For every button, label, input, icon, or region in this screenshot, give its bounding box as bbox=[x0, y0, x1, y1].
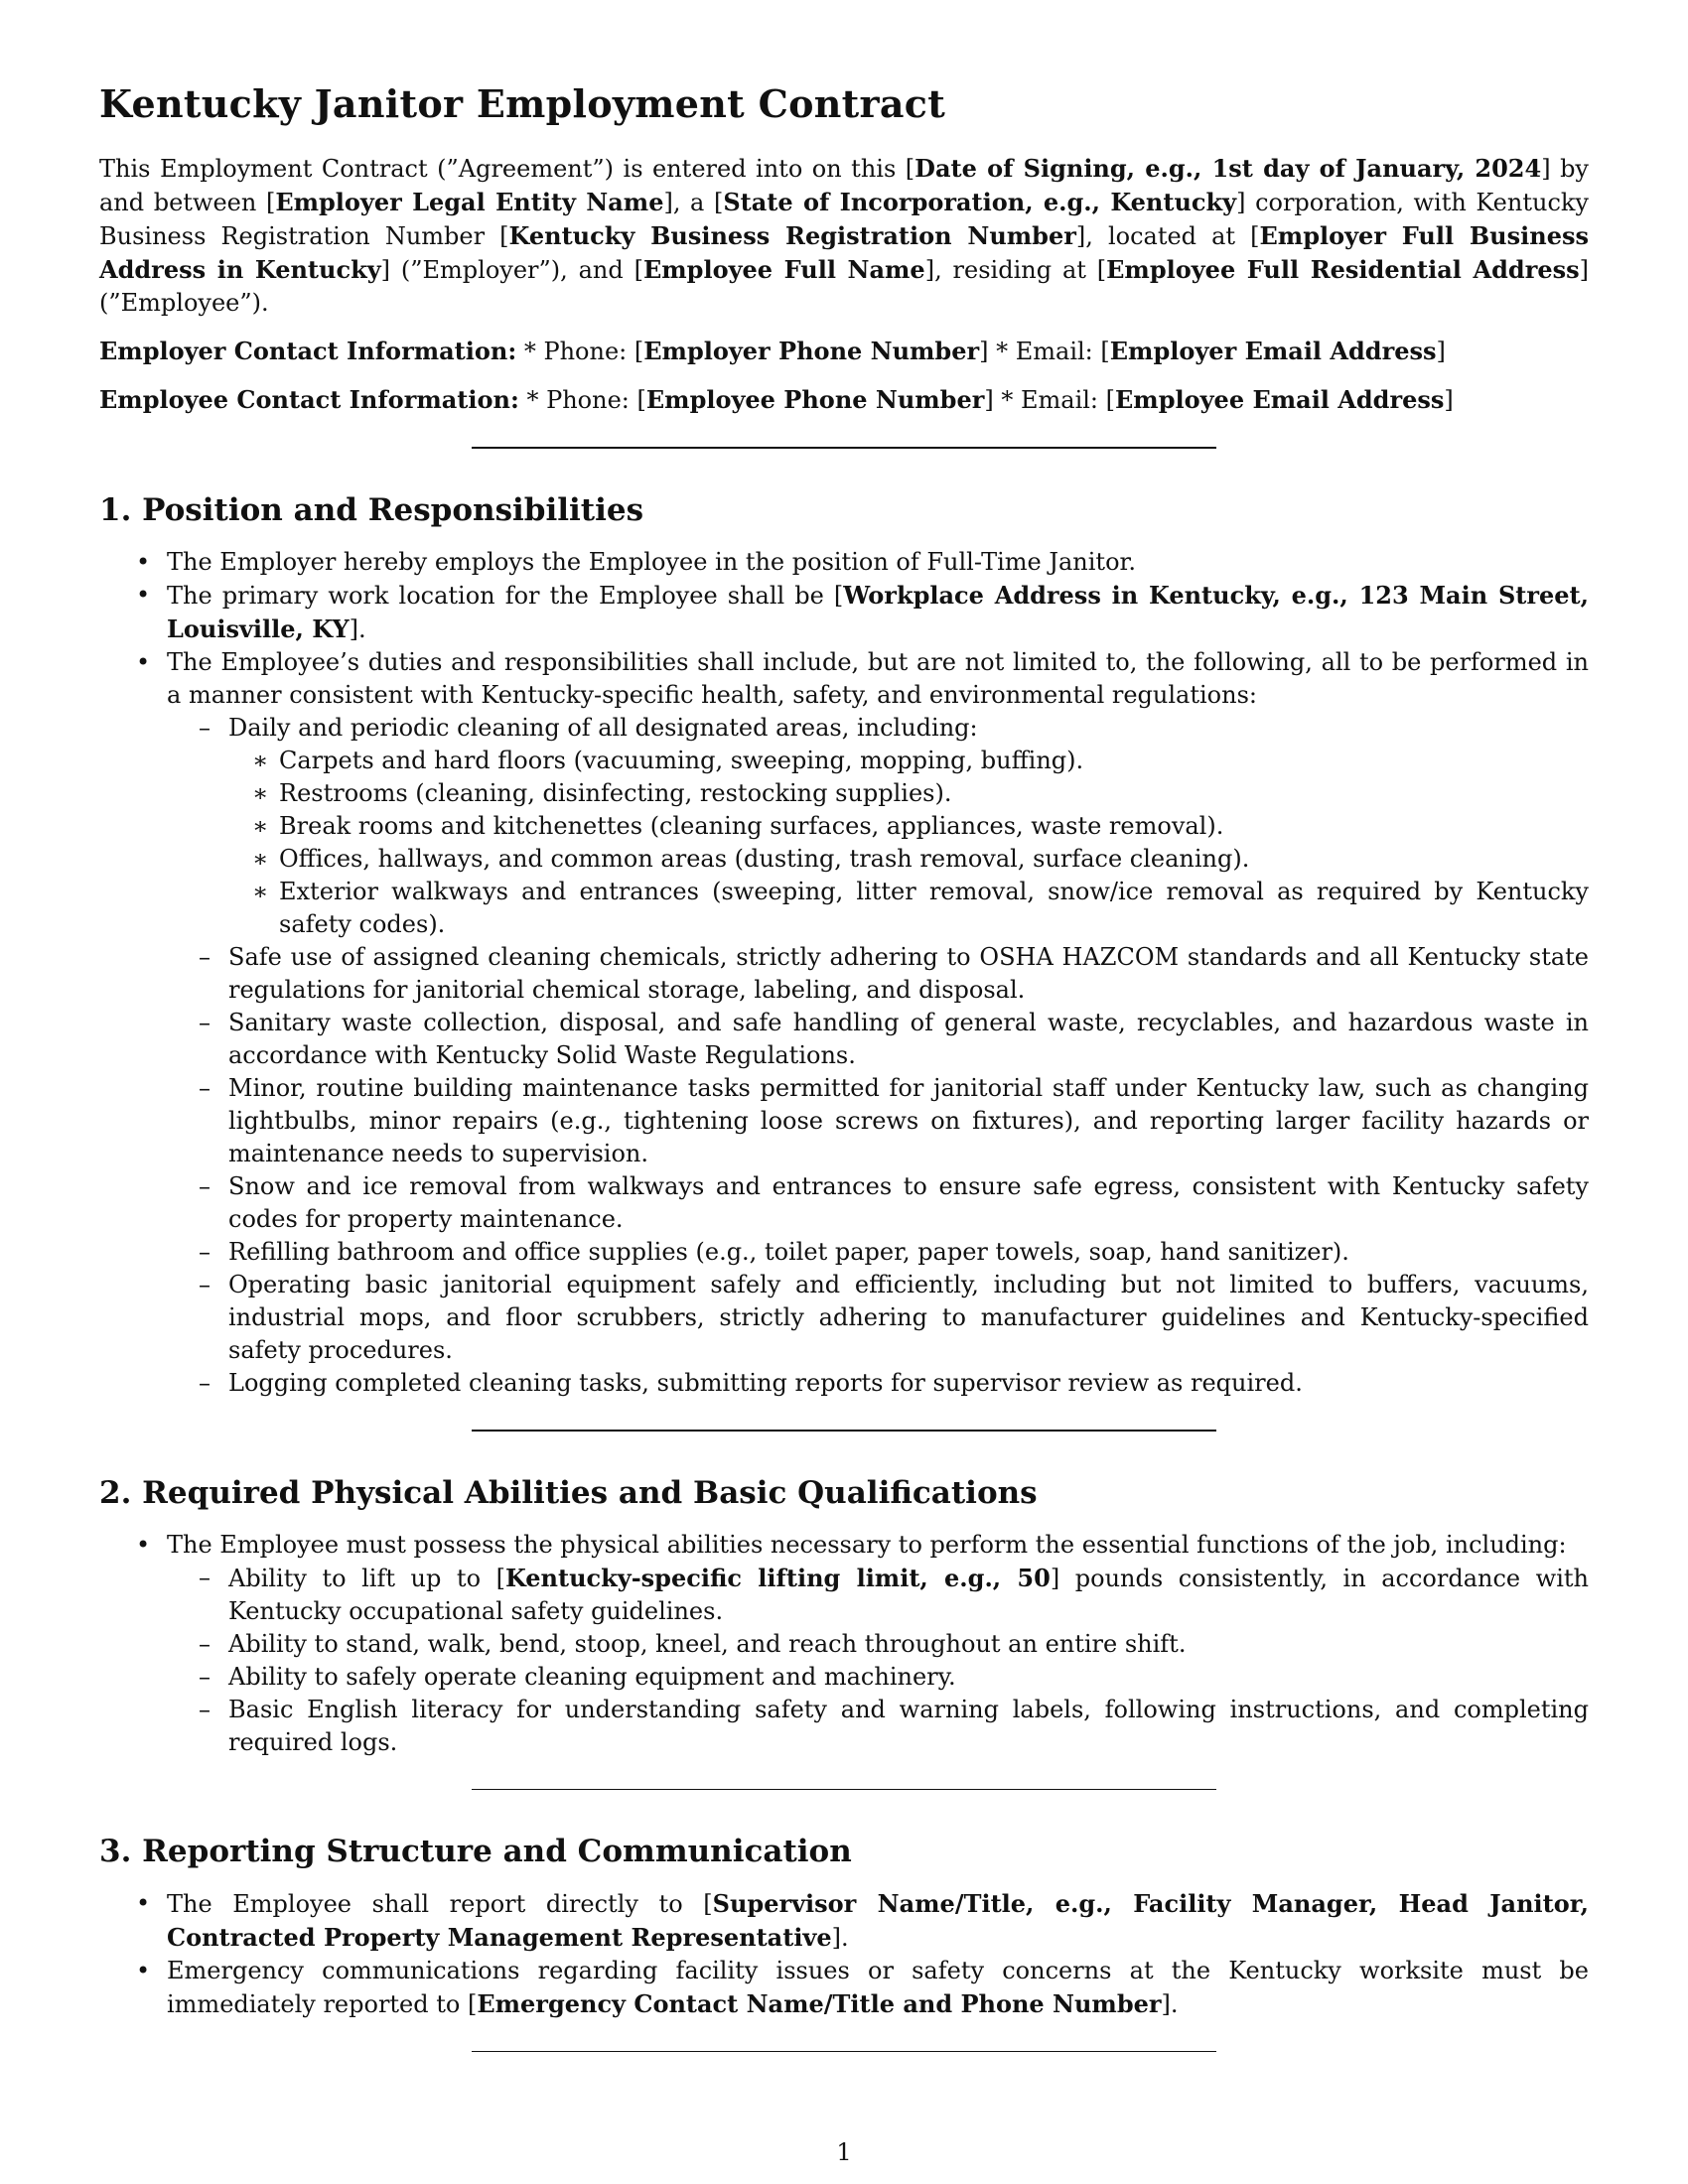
section-2-heading: 2. Required Physical Abilities and Basic Qualifications bbox=[99, 1475, 1038, 1511]
list-item: ∗ Carpets and hard floors (vacuuming, sweeping, mopping, buffing). bbox=[228, 745, 1589, 777]
list-text: The Employee’s duties and responsibilities shall include, but are not limited to, the following, all to be performed in a manner consistent with Kentucky-specific health, safety, and environmental regulations: bbox=[167, 648, 1589, 709]
list-item: ∗ Restrooms (cleaning, disinfecting, restocking supplies). bbox=[228, 777, 1589, 810]
list-item bbox=[167, 712, 1589, 941]
section-3-list bbox=[99, 1887, 1589, 2021]
abilities-list bbox=[167, 1562, 1589, 1759]
list-text: Daily and periodic cleaning of all designated areas, including: bbox=[228, 714, 978, 742]
document-page bbox=[99, 81, 1589, 2052]
employer-email-placeholder: Employer Email Address bbox=[1109, 337, 1437, 365]
section-2-list bbox=[99, 1529, 1589, 1759]
contact-text: ] * Email: [ bbox=[979, 338, 1110, 365]
list-item: – Snow and ice removal from walkways and entrances to ensure safe egress, consistent with Kentucky safety codes for property maintenance. bbox=[167, 1170, 1589, 1236]
list-item bbox=[99, 1955, 1589, 2021]
section-1-heading: 1. Position and Responsibilities bbox=[99, 492, 644, 528]
employee-contact-label: Employee Contact Information: bbox=[99, 385, 519, 414]
page-number: 1 bbox=[836, 2138, 852, 2166]
list-text: The Employee shall report directly to [ bbox=[167, 1890, 713, 1918]
list-text: Emergency communications regarding facility issues or safety concerns at the Kentucky worksite must be immediately reported to [ bbox=[167, 1957, 1589, 2018]
employee-name-placeholder: Employee Full Name bbox=[642, 255, 925, 284]
list-item: – Minor, routine building maintenance tasks permitted for janitorial staff under Kentucky law, such as changing lightbulbs, minor repairs (e.g., tightening loose screws on fixtures), and reporting larger facility hazards or maintenance needs to supervision. bbox=[167, 1072, 1589, 1170]
section-divider bbox=[472, 2051, 1216, 2052]
list-text: ]. bbox=[1161, 1990, 1179, 2018]
section-3-heading: 3. Reporting Structure and Communication bbox=[99, 1834, 852, 1869]
employee-email-placeholder: Employee Email Address bbox=[1115, 385, 1445, 414]
list-item bbox=[99, 579, 1589, 646]
employer-contact-label: Employer Contact Information: bbox=[99, 337, 517, 365]
list-item bbox=[167, 1562, 1589, 1628]
employer-contact-line bbox=[99, 335, 1589, 368]
list-text: Ability to lift up to [ bbox=[228, 1565, 505, 1592]
supervisor-placeholder: Supervisor Name/Title, e.g., Facility Manager, Head Janitor, Contracted Property Management Representative bbox=[167, 1889, 1590, 1952]
list-text: ]. bbox=[831, 1924, 849, 1952]
list-item: ∗ Break rooms and kitchenettes (cleaning surfaces, appliances, waste removal). bbox=[228, 810, 1589, 843]
employer-address-placeholder: Employer Full Business Address in Kentucky bbox=[99, 221, 1589, 284]
section-1-list bbox=[99, 546, 1589, 1400]
list-text: ] pounds consistently, in accordance with Kentucky occupational safety guidelines. bbox=[228, 1565, 1589, 1625]
emergency-contact-placeholder: Emergency Contact Name/Title and Phone Number bbox=[477, 1989, 1162, 2018]
contact-text: ] * Email: [ bbox=[984, 386, 1116, 414]
registration-number-placeholder: Kentucky Business Registration Number bbox=[508, 221, 1076, 250]
intro-text: ], residing at [ bbox=[924, 256, 1107, 284]
list-item: • The Employer hereby employs the Employee in the position of Full-Time Janitor. bbox=[99, 546, 1589, 579]
intro-text: ] (”Employee”). bbox=[99, 256, 1589, 317]
date-placeholder: Date of Signing, e.g., 1st day of January, 2024 bbox=[914, 154, 1542, 183]
list-item bbox=[99, 1529, 1589, 1759]
employee-contact-line bbox=[99, 383, 1589, 417]
contact-text: * Phone: [ bbox=[516, 338, 644, 365]
intro-paragraph bbox=[99, 152, 1589, 320]
list-text: ]. bbox=[349, 615, 366, 643]
employer-phone-placeholder: Employer Phone Number bbox=[643, 337, 980, 365]
section-divider bbox=[472, 1789, 1216, 1790]
intro-text: ] (”Employer”), and [ bbox=[380, 256, 643, 284]
list-item: – Operating basic janitorial equipment safely and efficiently, including but not limited to buffers, vacuums, industrial mops, and floor scrubbers, strictly adhering to manufacturer guidelines and Kentucky-specified safety procedures. bbox=[167, 1269, 1589, 1367]
lifting-limit-placeholder: Kentucky-specific lifting limit, e.g., 50 bbox=[504, 1564, 1051, 1592]
list-text: The primary work location for the Employee shall be [ bbox=[167, 582, 844, 610]
list-item: – Safe use of assigned cleaning chemicals, strictly adhering to OSHA HAZCOM standards and all Kentucky state regulations for janitorial chemical storage, labeling, and disposal. bbox=[167, 941, 1589, 1007]
list-item: – Sanitary waste collection, disposal, and safe handling of general waste, recyclables, and hazardous waste in accordance with Kentucky Solid Waste Regulations. bbox=[167, 1007, 1589, 1072]
intro-text: ] corporation, with Kentucky Business Registration Number [ bbox=[99, 189, 1589, 250]
duties-list bbox=[167, 712, 1589, 1400]
contact-text: ] bbox=[1436, 338, 1446, 365]
document-title: Kentucky Janitor Employment Contract bbox=[99, 81, 946, 126]
list-text: The Employee must possess the physical abilities necessary to perform the essential functions of the job, including: bbox=[167, 1531, 1567, 1559]
employee-phone-placeholder: Employee Phone Number bbox=[645, 385, 985, 414]
list-item bbox=[99, 646, 1589, 1400]
contact-text: ] bbox=[1444, 386, 1454, 414]
intro-text: ], a [ bbox=[663, 189, 724, 216]
intro-text: This Employment Contract (”Agreement”) is entered into on this [ bbox=[99, 155, 915, 183]
list-item: – Ability to stand, walk, bend, stoop, kneel, and reach throughout an entire shift. bbox=[167, 1628, 1589, 1661]
intro-text: ], located at [ bbox=[1075, 222, 1260, 250]
list-item: – Logging completed cleaning tasks, submitting reports for supervisor review as required. bbox=[167, 1367, 1589, 1400]
list-item: – Refilling bathroom and office supplies (e.g., toilet paper, paper towels, soap, hand sanitizer). bbox=[167, 1236, 1589, 1269]
list-item: ∗ Exterior walkways and entrances (sweeping, litter removal, snow/ice removal as required by Kentucky safety codes). bbox=[228, 876, 1589, 941]
contact-text: * Phone: [ bbox=[518, 386, 646, 414]
state-placeholder: State of Incorporation, e.g., Kentucky bbox=[723, 188, 1237, 216]
section-divider bbox=[472, 447, 1216, 449]
section-divider bbox=[472, 1430, 1216, 1432]
employer-name-placeholder: Employer Legal Entity Name bbox=[275, 188, 664, 216]
employee-address-placeholder: Employee Full Residential Address bbox=[1106, 255, 1580, 284]
list-item bbox=[99, 1887, 1589, 1955]
intro-text: ] by and between [ bbox=[99, 155, 1589, 216]
cleaning-areas-list bbox=[228, 745, 1589, 941]
list-item: – Ability to safely operate cleaning equipment and machinery. bbox=[167, 1661, 1589, 1694]
workplace-address-placeholder: Workplace Address in Kentucky, e.g., 123 Main Street, Louisville, KY bbox=[167, 581, 1589, 643]
list-item: ∗ Offices, hallways, and common areas (dusting, trash removal, surface cleaning). bbox=[228, 843, 1589, 876]
list-item: – Basic English literacy for understanding safety and warning labels, following instructions, and completing required logs. bbox=[167, 1694, 1589, 1759]
